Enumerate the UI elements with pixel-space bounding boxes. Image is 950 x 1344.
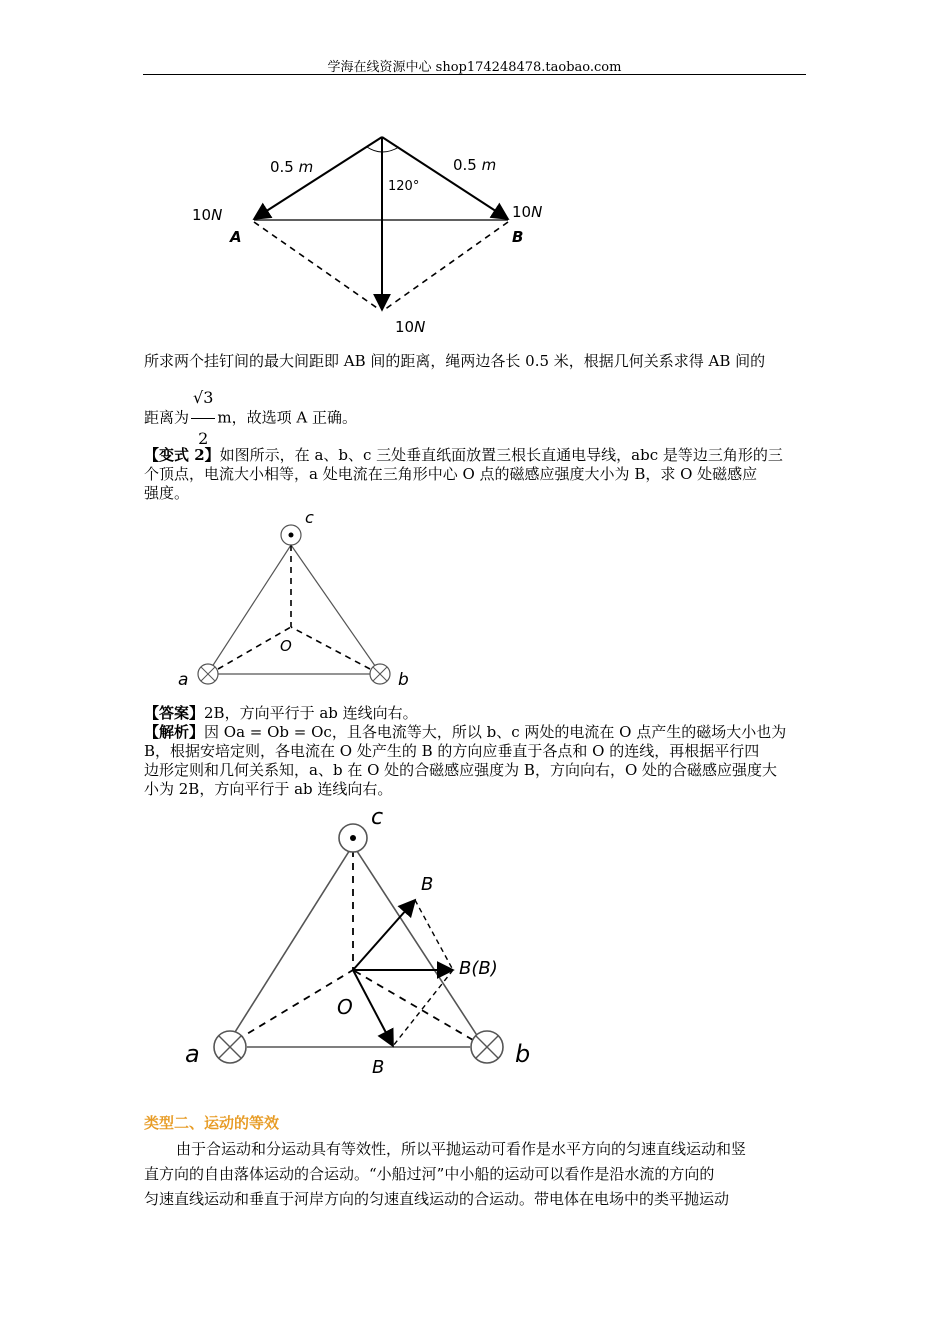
label-o: O (337, 995, 353, 1019)
dashed-right (384, 222, 508, 310)
vector-b-down (353, 970, 393, 1046)
triangle-diagram (170, 505, 430, 700)
force-left-label: 10N (192, 206, 223, 224)
wire-a-in-icon (214, 1031, 246, 1063)
analysis-block: 【解析】因 Oa = Ob = Oc，且各电流等大，所以 b、c 两处的电流在 O 点产生的磁场大小也为 B，根据安培定则，各电流在 O 处产生的 B 的方向应垂直于各点和 O 的连线，再根据平行四 边形定则和几何关系知，a、b 在 O 处的合磁感应强度为 B，方向向右，O 处的合磁感应强度大 小为 2B，方向平行于 ab 连线向右。 (144, 723, 787, 798)
wire-c-out-icon (339, 824, 367, 852)
point-a-label: A (230, 228, 242, 246)
angle-label: 120° (388, 179, 420, 194)
wire-c-out-icon (281, 525, 301, 545)
variant2-block: 【变式 2】如图所示，在 a、b、c 三处垂直纸面放置三根长直通电导线，abc 是等边三角形的三 个顶点，电流大小相等，a 处电流在三角形中心 O 点的磁感应强度大小为 B，求 O 处磁感应 强度。 (144, 446, 783, 502)
label-a: a (185, 1040, 200, 1068)
label-c: c (305, 508, 314, 527)
label-b: b (515, 1040, 531, 1068)
force-diagram (180, 120, 580, 345)
wire-a-in-icon (198, 664, 218, 684)
left-length-label: 0.5 m (270, 158, 314, 176)
explanation-line-2: 距离为 $\frac{√3}{2}$ m，故选项 A 正确。 (144, 378, 357, 459)
label-b-up: B (421, 874, 434, 895)
explanation-line-1: 所求两个挂钉间的最大间距即 AB 间的距离，绳两边各长 0.5 米，根据几何关系求得 AB 间的 (144, 352, 766, 370)
answer-block: 【答案】2B，方向平行于 ab 连线向右。 (144, 704, 418, 722)
wire-b-in-icon (471, 1031, 503, 1063)
wire-b-in-icon (370, 664, 390, 684)
section-body: 由于合运动和分运动具有等效性，所以平抛运动可看作是水平方向的匀速直线运动和竖 直方向的自由落体运动的合运动。“小船过河”中小船的运动可以看作是沿水流的方向的 匀速直线运动和垂直于河岸方向的匀速直线运动的合运动。带电体在电场中的类平抛运动 (144, 1140, 747, 1208)
force-right-label: 10N (512, 203, 543, 221)
point-b-label: B (512, 228, 524, 246)
page-header: 学海在线资源中心 shop174248478.taobao.com (143, 56, 806, 75)
label-c: c (371, 805, 384, 830)
rope-left (254, 137, 382, 219)
label-o: O (280, 637, 292, 655)
right-length-label: 0.5 m (453, 156, 497, 174)
dashed-left (254, 222, 380, 310)
section-heading: 类型二、运动的等效 (144, 1114, 280, 1132)
label-b: b (398, 670, 409, 690)
field-vector-diagram (175, 800, 550, 1085)
fraction: $\frac{√3}{2}$ (191, 378, 215, 459)
rope-right (382, 137, 508, 219)
label-b-down: B (372, 1057, 385, 1078)
vector-b-up (353, 900, 415, 970)
label-a: a (178, 670, 189, 690)
force-bottom-label: 10N (395, 318, 426, 336)
label-bb: B(B) (459, 958, 498, 979)
